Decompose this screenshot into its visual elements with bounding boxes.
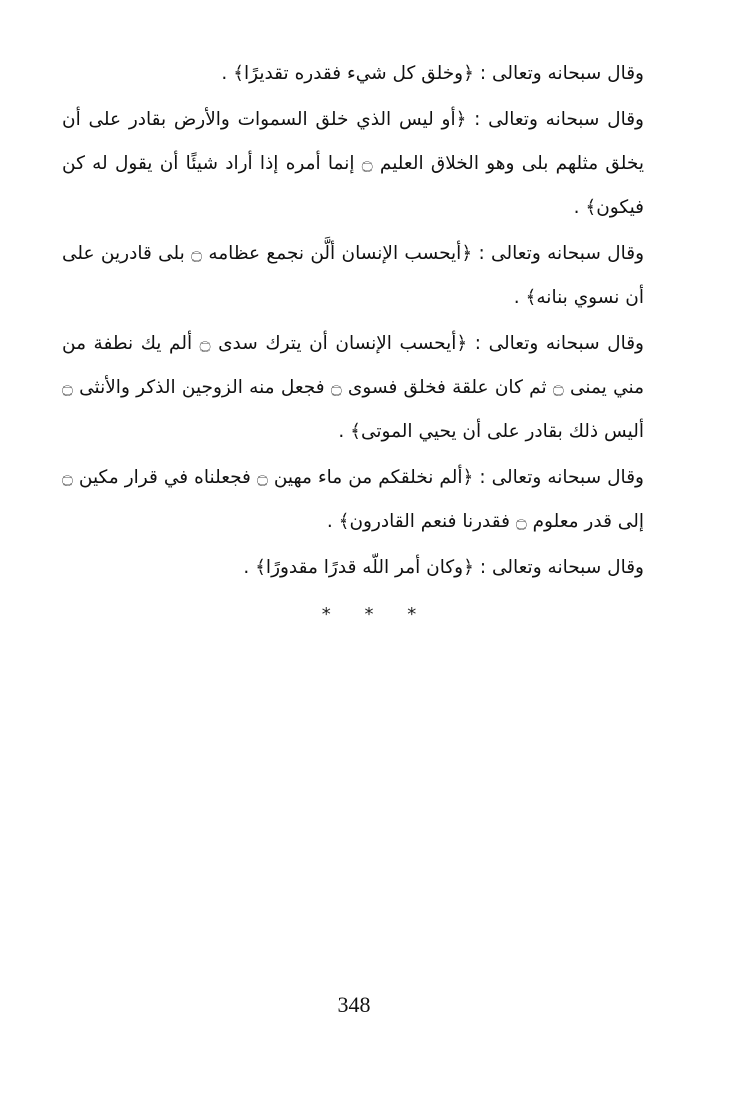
paragraph-3: وقال سبحانه وتعالى : ﴿أيحسب الإنسان ألَّن نجمع عظامه ۝ بلى قادرين على أن نسوي بنانه﴾ . bbox=[62, 243, 645, 308]
paragraph-6: وقال سبحانه وتعالى : ﴿وكان أمر اللّه قدرًا مقدورًا﴾ . bbox=[243, 557, 644, 578]
paragraph-1: وقال سبحانه وتعالى : ﴿وخلق كل شيء فقدره تقديرًا﴾ . bbox=[221, 63, 644, 84]
paragraph-4: وقال سبحانه وتعالى : ﴿أيحسب الإنسان أن يترك سدى ۝ ألم يك نطفة من مني يمنى ۝ ثم كان علقة فخلق فسوى ۝ فجعل منه الزوجين الذكر والأنثى ۝ أليس ذلك بقادر على أن يحيي الموتى﴾ . bbox=[62, 333, 644, 442]
section-separator: * * * bbox=[321, 604, 431, 625]
paragraph-5: وقال سبحانه وتعالى : ﴿ألم نخلقكم من ماء مهين ۝ فجعلناه في قرار مكين ۝ إلى قدر معلوم ۝ فقدرنا فنعم القادرون﴾ . bbox=[62, 467, 644, 532]
paragraph-2: وقال سبحانه وتعالى : ﴿أو ليس الذي خلق السموات والأرض بقادر على أن يخلق مثلهم بلى وهو الخلاق العليم ۝ إنما أمره إذا أراد شيئًا أن يقول له كن فيكون﴾ . bbox=[62, 109, 644, 218]
body-text bbox=[62, 52, 644, 592]
page-number: 348 bbox=[337, 992, 371, 1017]
